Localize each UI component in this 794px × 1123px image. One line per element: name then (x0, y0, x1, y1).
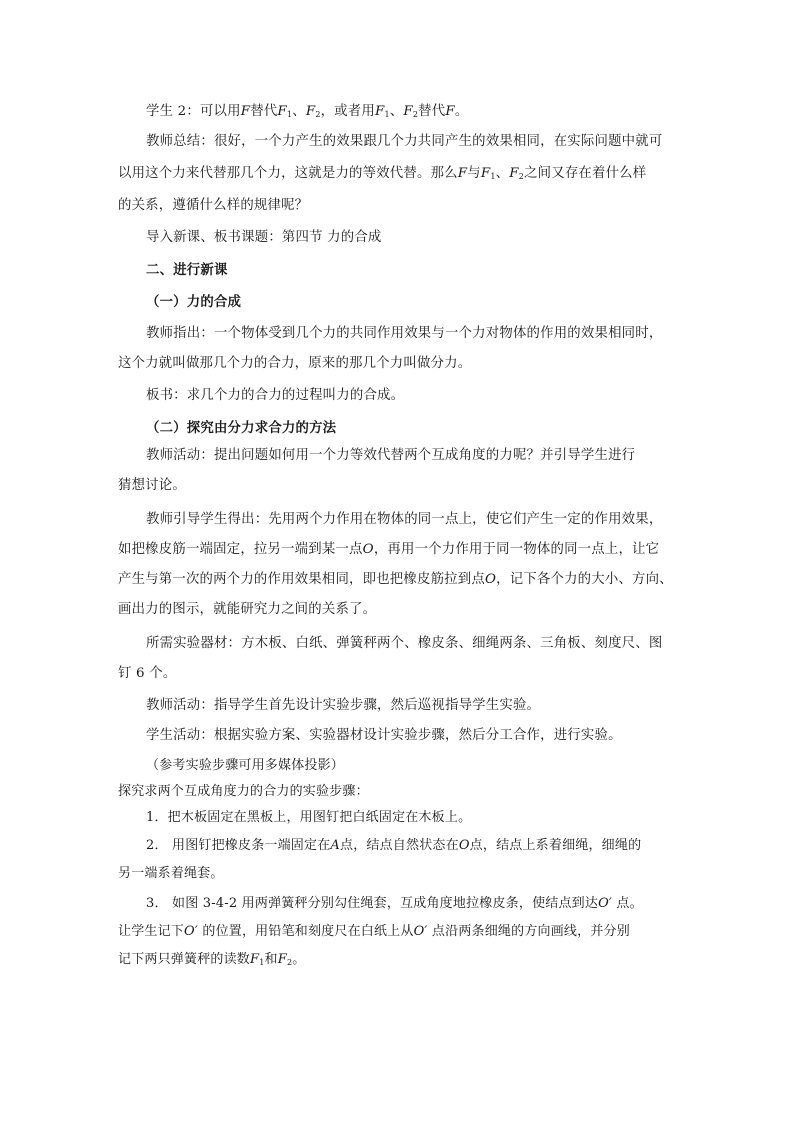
text: （一）力的合成 (146, 294, 242, 310)
var-F1: F (277, 104, 287, 119)
text: 这个力就叫做那几个力的合力，原来的那几个力叫做分力。 (118, 356, 472, 371)
text: 所需实验器材：方木板、白纸、弹簧秤两个、橡皮条、细绳两条、三角板、刻度尺、图 (146, 636, 663, 651)
text: 的位置，用铅笔和刻度尺在白纸上从 (198, 924, 414, 939)
subscript: 2 (286, 958, 293, 967)
text: 教师引导学生得出：先用两个力作用在物体的同一点上，使它们产生一定的作用效果， (146, 512, 663, 527)
subscript: 2 (412, 110, 419, 119)
heading-section-2 (118, 256, 678, 284)
subscript: 1 (286, 110, 293, 119)
text: 让学生记下 (118, 924, 185, 939)
var-F: F (240, 104, 251, 119)
text: 与 (467, 166, 481, 181)
paragraph-equipment-line1 (118, 630, 678, 658)
text: 二、进行新课 (146, 262, 228, 278)
var-F2: F (277, 952, 287, 967)
subscript: 1 (490, 172, 496, 181)
text: 的关系，遵循什么样的规律呢？ (118, 198, 309, 213)
paragraph-teacher-activity2 (118, 692, 678, 720)
subscript: 2 (315, 110, 321, 119)
text: 点沿两条细绳的方向画线，并分别 (427, 924, 630, 939)
paragraph-teacher-guide-line2 (118, 536, 678, 564)
text: 猜想讨论。 (118, 478, 186, 493)
paragraph-teacher-summary-line1 (118, 128, 678, 156)
paragraph-board (118, 382, 678, 410)
text: ，再用一个力作用于同一物体的同一点上，让它 (373, 542, 660, 557)
var-F: F (457, 166, 468, 181)
text: 另一端系着绳套。 (118, 866, 224, 881)
text: 画出力的图示，就能研究力之间的关系了。 (118, 602, 377, 617)
step-3-line3 (118, 946, 678, 974)
paragraph-teacher-guide-line4 (118, 596, 678, 624)
paragraph-teacher-guide-line3 (118, 566, 678, 594)
paragraph-steps-title (118, 778, 678, 806)
text: 、 (292, 104, 306, 119)
text: 替代 (418, 104, 446, 119)
text: 2． 用图钉把橡皮条一端固定在 (146, 838, 331, 853)
text: （二）探究由分力求合力的方法 (146, 420, 337, 436)
text: 1．把木板固定在黑板上，用图钉把白纸固定在木板上。 (146, 810, 472, 825)
var-O: O (484, 572, 497, 587)
text: 以用这个力来代替那几个力，这就是力的等效代替。那么 (118, 166, 458, 181)
paragraph-teacher-activity-line2 (118, 472, 678, 500)
text: 和 (264, 952, 278, 967)
paragraph-student2 (118, 98, 678, 126)
text: 钉 6 个。 (118, 666, 177, 681)
paragraph-teacher-point-line1 (118, 320, 678, 348)
text: 学生活动：根据实验方案、实验器材设计实验步骤，然后分工合作，进行实验。 (146, 728, 622, 743)
paragraph-teacher-point-line2 (118, 350, 678, 378)
text: 点，结点上系着细绳，细绳的 (469, 838, 642, 853)
text: 板书：求几个力的合力的过程叫力的合成。 (146, 388, 405, 403)
text: 产生与第一次的两个力的作用效果相同，即也把橡皮筋拉到点 (118, 572, 485, 587)
paragraph-teacher-summary-line2 (118, 160, 678, 188)
text: 。 (454, 104, 469, 119)
var-F2: F (403, 104, 413, 119)
var-F1: F (374, 104, 385, 119)
paragraph-equipment-line2 (118, 660, 678, 688)
step-3-line2 (118, 918, 678, 946)
var-F2: F (509, 166, 519, 181)
var-O: O (362, 542, 374, 557)
subscript: 1 (259, 958, 265, 967)
paragraph-reference-note (118, 752, 678, 780)
text: 学生 2：可以用 (146, 104, 241, 119)
text: 探究求两个互成角度力的合力的实验步骤： (118, 784, 369, 799)
step-3-line1 (118, 890, 678, 918)
text: 点，结点自然状态在 (340, 838, 459, 853)
var-F: F (445, 104, 455, 119)
text: 记下两只弹簧秤的读数 (118, 952, 251, 967)
var-F1: F (480, 166, 491, 181)
heading-force-composition (118, 288, 678, 316)
text: 替代 (250, 104, 278, 119)
text: 教师活动：提出问题如何用一个力等效代替两个互成角度的力呢？并引导学生进行 (146, 448, 636, 463)
var-F1: F (250, 952, 260, 967)
var-O-prime: O′ (598, 896, 613, 911)
text: 3． 如图 3-4-2 用两弹簧秤分别勾住绳套，互成角度地拉橡皮条，使结点到达 (146, 896, 599, 911)
text: 导入新课、板书课题：第四节 力的合成 (146, 230, 382, 245)
subscript: 2 (518, 172, 525, 181)
text: 点。 (612, 896, 643, 911)
text: 教师总结：很好，一个力产生的效果跟几个力共同产生的效果相同，在实际问题中就可 (146, 134, 663, 149)
step-1 (118, 804, 678, 832)
text: 教师活动：指导学生首先设计实验步骤，然后巡视指导学生实验。 (146, 698, 541, 713)
step-2-line2 (118, 860, 678, 888)
var-O-prime: O′ (413, 924, 428, 939)
var-F2: F (305, 104, 316, 119)
text: 、 (495, 166, 510, 181)
subscript: 1 (384, 110, 390, 119)
paragraph-teacher-summary-line3 (118, 192, 678, 220)
var-O: O (458, 838, 470, 853)
text: 教师指出：一个物体受到几个力的共同作用效果与一个力对物体的作用的效果相同时， (146, 326, 663, 341)
paragraph-teacher-activity-line1 (118, 442, 678, 470)
paragraph-teacher-guide-line1 (118, 506, 678, 534)
text: ，或者用 (320, 104, 375, 119)
text: （参考实验步骤可用多媒体投影） (146, 758, 345, 773)
heading-explore-method (118, 414, 678, 442)
paragraph-intro (118, 224, 678, 252)
step-2-line1 (118, 832, 678, 860)
text: 。 (292, 952, 306, 967)
text: 如把橡皮筋一端固定，拉另一端到某一点 (118, 542, 363, 557)
text: ，记下各个力的大小、方向、 (496, 572, 673, 587)
var-A: A (330, 838, 340, 853)
text: 、 (389, 104, 404, 119)
var-O-prime: O′ (184, 924, 199, 939)
text: 之间又存在着什么样 (524, 166, 647, 181)
paragraph-student-activity (118, 722, 678, 750)
